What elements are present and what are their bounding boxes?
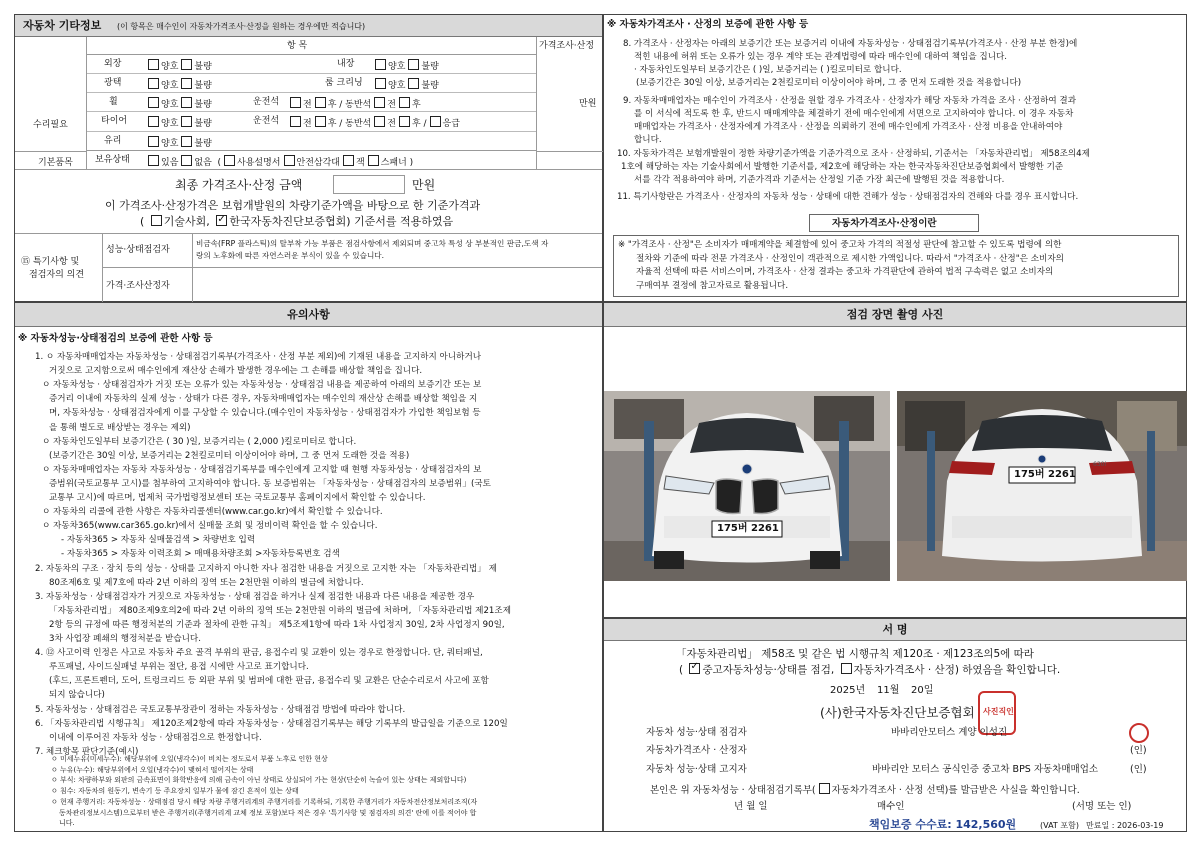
final-price-section — [15, 169, 602, 233]
checkbox[interactable] — [290, 116, 301, 127]
notes-line: (보증기간은 30일 이상, 보증거리는 2천킬로미터 이상이어야 하며, 그 중 먼저 도래한 것을 적용) — [49, 450, 410, 461]
fee-label: 책임보증 수수료: 142,560원 — [869, 818, 1017, 831]
fee-note: (VAT 포함) — [1040, 821, 1079, 830]
notes-line: 루프패널, 사이드실패널 부위는 절단, 용접 시에만 사고로 표기합니다. — [49, 662, 309, 673]
final-price-label: 최종 가격조사·산정 금액 — [175, 178, 303, 192]
checkbox[interactable] — [399, 97, 410, 108]
row-label: 내장 — [337, 59, 355, 69]
notes-panel — [14, 302, 603, 832]
other-info-title: 자동차 기타정보 — [23, 19, 102, 32]
row-label: 외장 — [104, 59, 122, 69]
special-label-2: 점검자의 의견 — [29, 270, 85, 280]
checkbox[interactable] — [224, 155, 235, 166]
notes-line: 이내에 이루어진 자동차 성능 · 상태점검으로 한정합니다. — [49, 732, 262, 743]
guarantee-line: 적힌 내용에 허위 또는 오류가 있는 경우 계약 또는 관계법령에 따라 매수인에 대하여 책임을 집니다. — [634, 52, 1008, 62]
notes-line: 「자동차관리법」 제80조제9호의2에 따라 2년 이하의 징역 또는 2천만원 이하의 벌금에 처하며, 「자동차관리법 제21조제 — [49, 605, 512, 616]
basis-line1: 이 가격조사·산정가격은 보험개발원의 차량기준가액을 바탕으로 한 기준가격과 — [105, 199, 481, 212]
row-wheel: 휠 양호 불량 운전석 전 후 / 동반석 전 후 — [87, 93, 536, 112]
sign-day: 20일 — [911, 685, 934, 696]
sign-row-value: 바바리안모터스 계양 이성진 — [891, 727, 1008, 738]
checkbox[interactable] — [375, 59, 386, 70]
notes-line: ㅇ 자동차성능 · 상태점검자가 거짓 또는 오류가 있는 자동차성능 · 상태점검 내용을 제공하여 아래의 보증기간 또는 보 — [42, 380, 482, 391]
basis-line2: ( 기술사회, ✓ 한국자동차진단보증협회) 기준서를 적용하였음 — [140, 215, 453, 228]
guarantee-line: 8. 가격조사 · 산정자는 아래의 보증기간 또는 보증거리 이내에 자동차성능 · 상태점검기록부(가격조사 · 산정 부분 한정)에 — [623, 39, 1078, 49]
price-definition-box — [613, 235, 1179, 297]
repair-grid — [15, 37, 602, 169]
repair-label: 수리필요 — [33, 120, 68, 130]
row-label: 운전석 — [253, 116, 280, 126]
row-tire: 타이어 양호 불량 운전석 전 후 / 동반석 전 후 / 응급 — [87, 112, 536, 132]
checkbox[interactable] — [181, 97, 192, 108]
guarantee-line: 1호에 해당하는 자는 기술사회에서 발행한 기준서를, 제2호에 해당하는 자는 한국자동차진단보증협회에서 발행한 기준 — [621, 162, 1064, 172]
price-guarantee-title: ※ 자동차가격조사 · 산정의 보증에 관한 사항 등 — [607, 19, 809, 30]
buyer-sign-tail: (서명 또는 인) — [1072, 801, 1132, 812]
checkbox[interactable] — [430, 116, 441, 127]
checkbox[interactable] — [375, 78, 386, 89]
notes-line: 거짓으로 고지함으로써 매수인에게 재산상 손해가 발생한 경우에는 그 손해를 배상할 책임을 집니다. — [49, 366, 423, 377]
notes-line: - 자동차365 > 자동차 실매물검색 > 차량번호 입력 — [61, 535, 256, 546]
notes-line: 3차 사업장 폐쇄의 행정처분을 받습니다. — [49, 634, 201, 644]
notes-line: 5. 자동차성능 · 상태점검은 국토교통부장관이 정하는 자동차성능 · 상태점검 방법에 따라야 합니다. — [35, 704, 406, 715]
checkbox[interactable] — [315, 97, 326, 108]
row-label: 타이어 — [101, 116, 128, 126]
guarantee-line: 서를 각각 적용하여야 하며, 기준가격과 기준서는 산정일 기준 가장 최근에 발행된 것을 적용합니다. — [634, 175, 1005, 185]
sign-year: 2025년 — [830, 685, 866, 696]
checkbox[interactable] — [408, 59, 419, 70]
checkbox[interactable] — [181, 155, 192, 166]
text-line: 구매여부 결정에 참고자료로 활용됩니다. — [636, 280, 789, 291]
other-info-note: (이 항목은 매수인이 자동차가격조사·산정을 원하는 경우에만 적습니다) — [117, 22, 366, 31]
perf-inspector-label: 성능·상태점검자 — [106, 245, 170, 255]
checkbox-receipt-price[interactable] — [819, 783, 830, 794]
checkbox[interactable] — [315, 116, 326, 127]
checkbox[interactable] — [148, 116, 159, 127]
notes-title: ※ 자동차성능·상태점검의 보증에 관한 사항 등 — [18, 333, 213, 344]
price-definition-title-box — [809, 214, 979, 232]
checkbox-techsociety[interactable] — [151, 215, 162, 226]
checkbox[interactable] — [343, 155, 354, 166]
notes-line: 80조제6호 및 제7호에 따라 2년 이하의 징역 또는 2천만원 이하의 벌금에 처합니다. — [49, 577, 364, 588]
checkbox[interactable] — [399, 116, 410, 127]
price-inspector-label: 가격·조사산정자 — [106, 281, 170, 291]
row-gloss: 광택 양호 불량 룸 크리닝 양호 불량 — [87, 74, 536, 93]
criteria-line: ㅇ 부식: 차량하부와 외판의 금속표면이 화학반응에 의해 금속이 아닌 상태로 상실되어 가는 현상(단순히 녹슬어 있는 상태는 제외합니다) — [51, 776, 467, 785]
price-guarantee-panel — [603, 14, 1187, 302]
rear-badge: 630i — [1093, 461, 1107, 468]
other-info-panel — [14, 14, 603, 302]
signature-header: 서 명 — [604, 619, 1186, 641]
checkbox[interactable] — [181, 136, 192, 147]
photo-header: 점검 장면 촬영 사진 — [604, 303, 1186, 327]
signature-panel — [603, 618, 1187, 832]
notes-line: 3. 자동차성능 · 상태점검자가 거짓으로 자동차성능 · 상태 점검을 하거나 실제 점검한 내용과 다른 내용을 제공한 경우 — [35, 591, 475, 602]
checkbox[interactable] — [181, 78, 192, 89]
photo-panel — [603, 302, 1187, 618]
price-definition-title: 자동차가격조사·산정이란 — [832, 218, 937, 229]
guarantee-line: 합니다. — [634, 135, 662, 145]
text-line: ※ "가격조사 · 산정"은 소비자가 매매계약을 체결함에 있어 중고차 가격의 적절성 판단에 참고할 수 있도록 법령에 의한 — [618, 240, 1062, 250]
checkbox[interactable] — [148, 136, 159, 147]
perf-inspector-opinion: 비금속(FRP 플라스틱)의 탈부착 가능 부품은 점검사항에서 제외되며 중고차 특성 상 부분적인 판금,도색 자 — [196, 239, 549, 248]
front-plate: 175버 2261 — [717, 523, 779, 534]
buyer-date: 년 월 일 — [734, 801, 768, 812]
final-price-unit: 만원 — [412, 178, 436, 192]
checkbox[interactable] — [148, 97, 159, 108]
org-seal: 사진직인 — [978, 691, 1016, 735]
checkbox[interactable] — [290, 97, 301, 108]
notes-line: (후드, 프론트펜더, 도어, 트렁크리드 등 외판 부위 및 범퍼에 대한 판금, 용접수리 및 교환은 단순수리로서 사고에 포함 — [49, 676, 489, 687]
perf-inspector-opinion-2: 랑의 노후화에 따른 자연스러운 부식이 있을 수 있습니다. — [196, 251, 385, 260]
guarantee-line: 10. 자동차가격은 보험개발원이 정한 차량기준가액을 기준가격으로 조사 · 산정하되, 기준서는 「자동차관리법」 제58조의4제 — [617, 149, 1090, 159]
criteria-line: ㅇ 누유(누수): 해당부위에서 오일(냉각수)이 맺혀서 떨어지는 상태 — [51, 765, 254, 774]
sign-law-line: 「자동차관리법」 제58조 및 같은 법 시행규칙 제120조 · 제123조의5에 따라 — [676, 648, 1034, 660]
special-label: ⑮ 특기사항 및 — [21, 257, 80, 267]
checkbox[interactable] — [181, 59, 192, 70]
checkbox[interactable] — [374, 116, 385, 127]
checkbox[interactable] — [148, 155, 159, 166]
criteria-line: 동차관리정보시스템)으로부터 받은 주행거리(주행거리계 교체 정보 포함)보다 적은 경우 '특기사항 및 점검자의 의견' 란에 이를 적어야 합 — [59, 808, 477, 817]
sign-row-tail: (인) — [1130, 745, 1147, 756]
car-rear-photo — [897, 391, 1187, 581]
criteria-line: 니다. — [59, 819, 75, 828]
row-label: 운전석 — [253, 97, 280, 107]
guarantee-line: 9. 자동차매매업자는 매수인이 가격조사 · 산정을 원할 경우 가격조사 · 산정자가 해당 자동차 가격을 조사 · 산정하여 결과 — [623, 96, 1077, 106]
basic-label: 기본품목 — [38, 158, 73, 168]
notes-line: ㅇ 자동차의 리콜에 관한 사항은 자동차리콜센터(www.car.go.kr)에서 확인할 수 있습니다. — [42, 507, 383, 518]
col-price-header: 가격조사·산정 — [539, 41, 595, 51]
sign-row-label: 자동차 성능·상태 점검자 — [646, 727, 747, 738]
row-label: 유리 — [104, 136, 122, 146]
buyer-label: 매수인 — [877, 801, 905, 812]
notes-line: 증거리 이내에 자동차의 실제 성능 · 상태가 다른 경우, 자동차매매업자는 매수인의 재산상 손해를 배상할 책임을 지 — [49, 394, 478, 405]
inspector-seal-icon — [1129, 723, 1149, 743]
guarantee-line: (보증기간은 30일 이상, 보증거리는 2천킬로미터 이상이어야 하며, 그 중 먼저 도래한 것을 적용합니다) — [636, 78, 1022, 88]
special-notes-section — [15, 233, 602, 301]
guarantee-line: 11. 특기사항란은 가격조사 · 산정자의 자동차 성능 · 상태에 대한 견해가 성능 · 상태점검자의 견해와 다를 경우 표시합니다. — [617, 192, 1079, 202]
notes-header: 유의사항 — [15, 303, 602, 327]
receipt-line: 본인은 위 자동차성능 · 상태점검기록부( 자동차가격조사 · 산정 선택)를 발급받은 사실을 확인합니다. — [650, 785, 1080, 796]
notes-line: 며, 자동차성능 · 상태점검자에게 이를 구상할 수 있습니다.(매수인이 자동차성능 · 상태점검자가 가입한 책임보험 등 — [49, 408, 481, 419]
sign-row-tail: (인) — [1130, 764, 1147, 775]
notes-line: ㅇ 자동차인도일부터 보증기간은 ( 30 )일, 보증거리는 ( 2,000 )킬로미터로 합니다. — [42, 436, 357, 447]
sign-month: 11월 — [877, 685, 900, 696]
row-label: 보유상태 — [95, 155, 130, 165]
notes-line: 되지 않습니다) — [49, 690, 105, 701]
checkbox-price[interactable] — [841, 663, 852, 674]
criteria-line: ㅇ 침수: 자동차의 원동기, 변속기 등 주요장치 일부가 물에 잠긴 흔적이 있는 상태 — [51, 787, 299, 796]
col-item-header: 항 목 — [287, 41, 308, 51]
notes-line: 4. ⑫ 사고이력 인정은 사고로 자동차 주요 골격 부위의 판금, 용접수리 및 교환이 있는 경우로 한정합니다. 단, 쿼터패널, — [35, 648, 483, 659]
notes-line: 2. 자동차의 구조 · 장치 등의 성능 · 상태를 고지하지 아니한 자나 점검한 내용을 거짓으로 고지한 자는 「자동차관리법」 제 — [35, 563, 497, 574]
row-label: 휠 — [109, 97, 118, 107]
checkbox[interactable] — [284, 155, 295, 166]
checkbox-kadi[interactable] — [216, 215, 227, 226]
car-rear-image — [897, 391, 1187, 581]
notes-line: 7. 체크항목 판단기준(예시) — [35, 746, 139, 757]
checkbox[interactable] — [408, 78, 419, 89]
sign-row-label: 자동차 성능·상태 고지자 — [646, 764, 747, 775]
notes-line: 교통부 고시)에 따르며, 법제처 국가법령정보센터 또는 국토교통부 홈페이지에서 확인할 수 있습니다. — [49, 493, 426, 503]
sign-row-label: 자동차가격조사 · 산정자 — [646, 745, 747, 756]
checkbox[interactable] — [368, 155, 379, 166]
text-line: 자율적 선택에 따른 서비스이며, 가격조사 · 산정 결과는 중고차 가격판단에 관하여 법적 구속력은 없고 소비자의 — [636, 267, 1054, 277]
guarantee-line: 를 이 서식에 적도록 한 후, 반드시 매매계약을 체결하기 전에 매수인에게 서면으로 고지하여야 합니다. 이 경우 자동차 — [634, 109, 1074, 119]
criteria-line: ㅇ 현재 주행거리: 자동차성능 · 상태점검 당시 해당 차량 주행거리계의 주행거리를 기록하되, 기록한 주행거리가 자동차전산정보처리조직(자 — [51, 797, 478, 806]
sign-confirm-line: ( ✓ 중고자동차성능·상태를 점검, 자동차가격조사 · 산정) 하였음을 확인합니다. — [679, 663, 1060, 676]
sign-row-value: 바바리안 모터스 공식인증 중고차 BPS 자동차매매업소 — [872, 764, 1099, 775]
row-exterior: 외장 양호 불량 내장 양호 불량 — [87, 55, 536, 74]
notes-line: 6. 「자동차관리법 시행규칙」 제120조제2항에 따라 자동차성능 · 상태점검기록부는 해당 기록부의 발급일을 기준으로 120일 — [35, 718, 508, 729]
other-info-header — [15, 15, 602, 37]
guarantee-line: 매매업자는 가격조사 · 산정자에게 가격조사 · 산정을 의뢰하기 전에 매수인에게 가격조사 · 산정 비용을 안내하여야 — [634, 122, 1063, 132]
checkbox[interactable] — [181, 116, 192, 127]
row-label: 광택 — [104, 78, 122, 88]
checkbox-performance[interactable] — [689, 663, 700, 674]
notes-line: 2항 등의 규정에 따른 행정처분의 기준과 절차에 관한 규칙」 제5조제1항에 따라 1차 사업정지 30일, 2차 사업정지 90일, — [49, 619, 505, 630]
expiry-date: 만료일 : 2026-03-19 — [1086, 821, 1164, 830]
notes-line: 1. ㅇ 자동차매매업자는 자동차성능 · 상태점검기록부(가격조사 · 산정 부분 제외)에 기재된 내용을 고지하지 아니하거나 — [35, 352, 482, 362]
car-front-image — [604, 391, 890, 581]
checkbox[interactable] — [148, 78, 159, 89]
car-front-photo — [604, 391, 890, 581]
text-line: 절차와 기준에 따라 전문 가격조사 · 산정인이 객관적으로 제시한 가액입니다. 따라서 "가격조사 · 산정"은 소비자의 — [636, 253, 1064, 264]
notes-line: 증범위(국토교통부 고시)를 첨부하여 고지하여야 합니다. 동 보증범위는 「자동차성능 · 상태점검자의 보증범위」(국토 — [49, 478, 491, 489]
repair-unit: 만원 — [579, 99, 597, 109]
criteria-line: ㅇ 미세누유(미세누수): 해당부위에 오일(냉각수)이 비치는 정도로서 부품 노후로 인한 현상 — [51, 755, 328, 763]
notes-line: 을 통해 별도로 배상받는 경우는 제외) — [49, 422, 191, 433]
notes-line: - 자동차365 > 자동차 이력조회 > 매매용차량조회 >자동차등록번호 검색 — [61, 549, 340, 560]
rear-plate: 175버 2261 — [1014, 469, 1076, 480]
checkbox[interactable] — [148, 59, 159, 70]
sign-org: (사)한국자동차진단보증협회 — [820, 705, 975, 720]
notes-line: ㅇ 자동차365(www.car365.go.kr)에서 실매물 조회 및 정비이력 확인을 할 수 있습니다. — [42, 521, 378, 532]
row-basic: 보유상태 있음 없음 ( 사용설명서 안전삼각대 잭 스패너 ) — [95, 155, 414, 168]
row-glass: 유리 양호 불량 — [87, 132, 536, 151]
row-label: 룸 크리닝 — [325, 78, 363, 88]
guarantee-line: · 자동차인도일부터 보증기간은 ( )일, 보증거리는 ( )킬로미터로 합니다. — [634, 65, 902, 75]
final-price-input[interactable] — [333, 175, 405, 194]
notes-line: ㅇ 자동차매매업자는 자동차 자동차성능 · 상태점검기록부를 매수인에게 고지할 때 현행 자동차성능 · 상태점검자의 보 — [42, 464, 482, 475]
checkbox[interactable] — [374, 97, 385, 108]
